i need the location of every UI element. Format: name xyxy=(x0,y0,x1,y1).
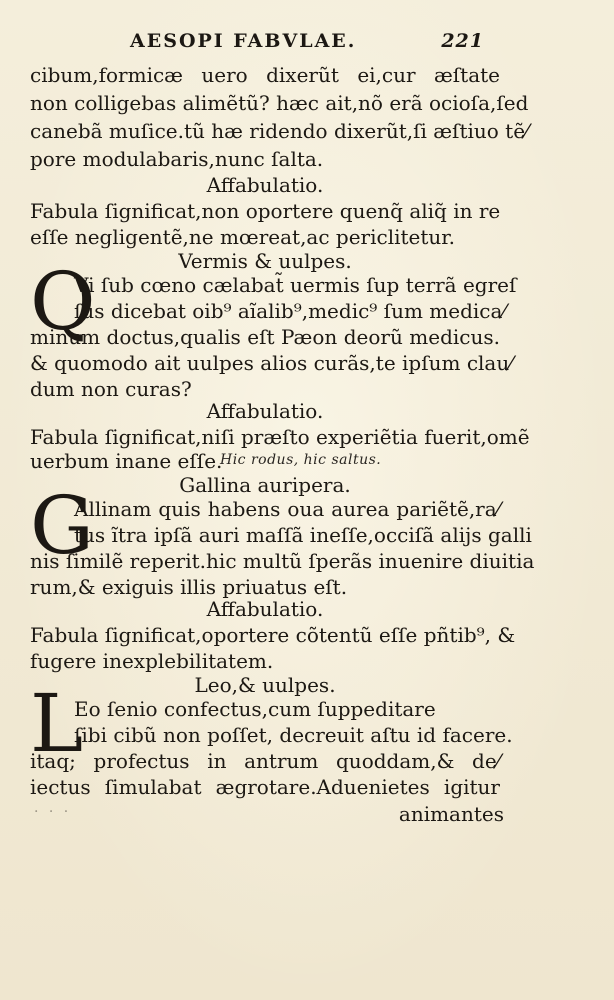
fable-title: Leo,& uulpes. xyxy=(194,673,336,697)
text-line: nis ſimilẽ reperit.hic multũ ſperãs inuenire diuitia xyxy=(30,549,535,573)
moral-line: Fabula ſignificat,oportere cõtentũ eſſe pñtib⁹, & xyxy=(30,623,516,647)
text-line: non colligebas alimẽtũ? hæc ait,nõ erã ocioſa,ſed xyxy=(30,91,529,115)
text-line: Allinam quis habens oua aurea pariẽtẽ,ra⁄ xyxy=(74,497,500,521)
text-line: iectus ſimulabat ægrotare.Aduenietes igitur xyxy=(30,775,500,799)
drop-initial: L xyxy=(30,677,84,770)
affabulatio-heading: Affabulatio. xyxy=(206,173,324,197)
text-line: canebã muſice.tũ hæ ridendo dixerũt,ſi æſtiuo tẽ⁄ xyxy=(30,119,529,143)
text-line: ſus dicebat oib⁹ aĩalib⁹,medic⁹ ſum medica⁄ xyxy=(74,299,506,323)
moral-line: fugere inexplebilitatem. xyxy=(30,649,274,673)
text-line: itaq; profectus in antrum quoddam,& de⁄ xyxy=(30,749,500,773)
text-line: Vi ſub cœno cælabat̃ uermis ſup terrã egreſ xyxy=(74,273,517,297)
running-head: AESOPI FABVLAE. xyxy=(130,30,357,52)
page-header xyxy=(130,30,490,54)
handwritten-annotation: Hic rodus, hic saltus. xyxy=(220,452,382,468)
text-line: dum non curas? xyxy=(30,377,192,401)
text-line: cibum,formicæ uero dixerũt ei,cur æſtate xyxy=(30,63,500,87)
moral-line: uerbum inane eſſe. xyxy=(30,449,223,473)
ink-specks: · · · xyxy=(34,804,72,820)
text-line: ſibi cibũ non poſſet, decreuit aſtu id facere. xyxy=(74,723,513,747)
text-line: tus ĩtra ipſã auri maſſã ineſſe,occiſã alijs galli xyxy=(74,523,532,547)
catchword: animantes xyxy=(398,802,504,826)
affabulatio-heading: Affabulatio. xyxy=(206,399,324,423)
fable-title: Gallina auripera. xyxy=(179,473,351,497)
drop-initial: Q xyxy=(30,255,96,348)
moral-line: Fabula ſignificat,non oportere quenq̃ aliq̃ in re xyxy=(30,199,501,223)
fable-title: Vermis & uulpes. xyxy=(178,249,352,273)
text-line: minum doctus,qualis eſt Pæon deorũ medicus. xyxy=(30,325,500,349)
text-line: Eo ſenio confectus,cum ſuppeditare xyxy=(74,697,436,721)
text-line: pore modulabaris,nunc ſalta. xyxy=(30,147,324,171)
drop-initial: G xyxy=(30,479,94,572)
folio-number: 221 xyxy=(441,30,484,52)
text-line: & quomodo ait uulpes alios curãs,te ipſum clau⁄ xyxy=(30,351,513,375)
moral-line: eſſe negligentẽ,ne mœreat,ac periclitetur. xyxy=(30,225,456,249)
moral-line: Fabula ſignificat,niſi præſto experiẽtia fuerit,omẽ xyxy=(30,425,530,449)
text-line: rum,& exiguis illis priuatus eſt. xyxy=(30,575,348,599)
affabulatio-heading: Affabulatio. xyxy=(206,597,324,621)
